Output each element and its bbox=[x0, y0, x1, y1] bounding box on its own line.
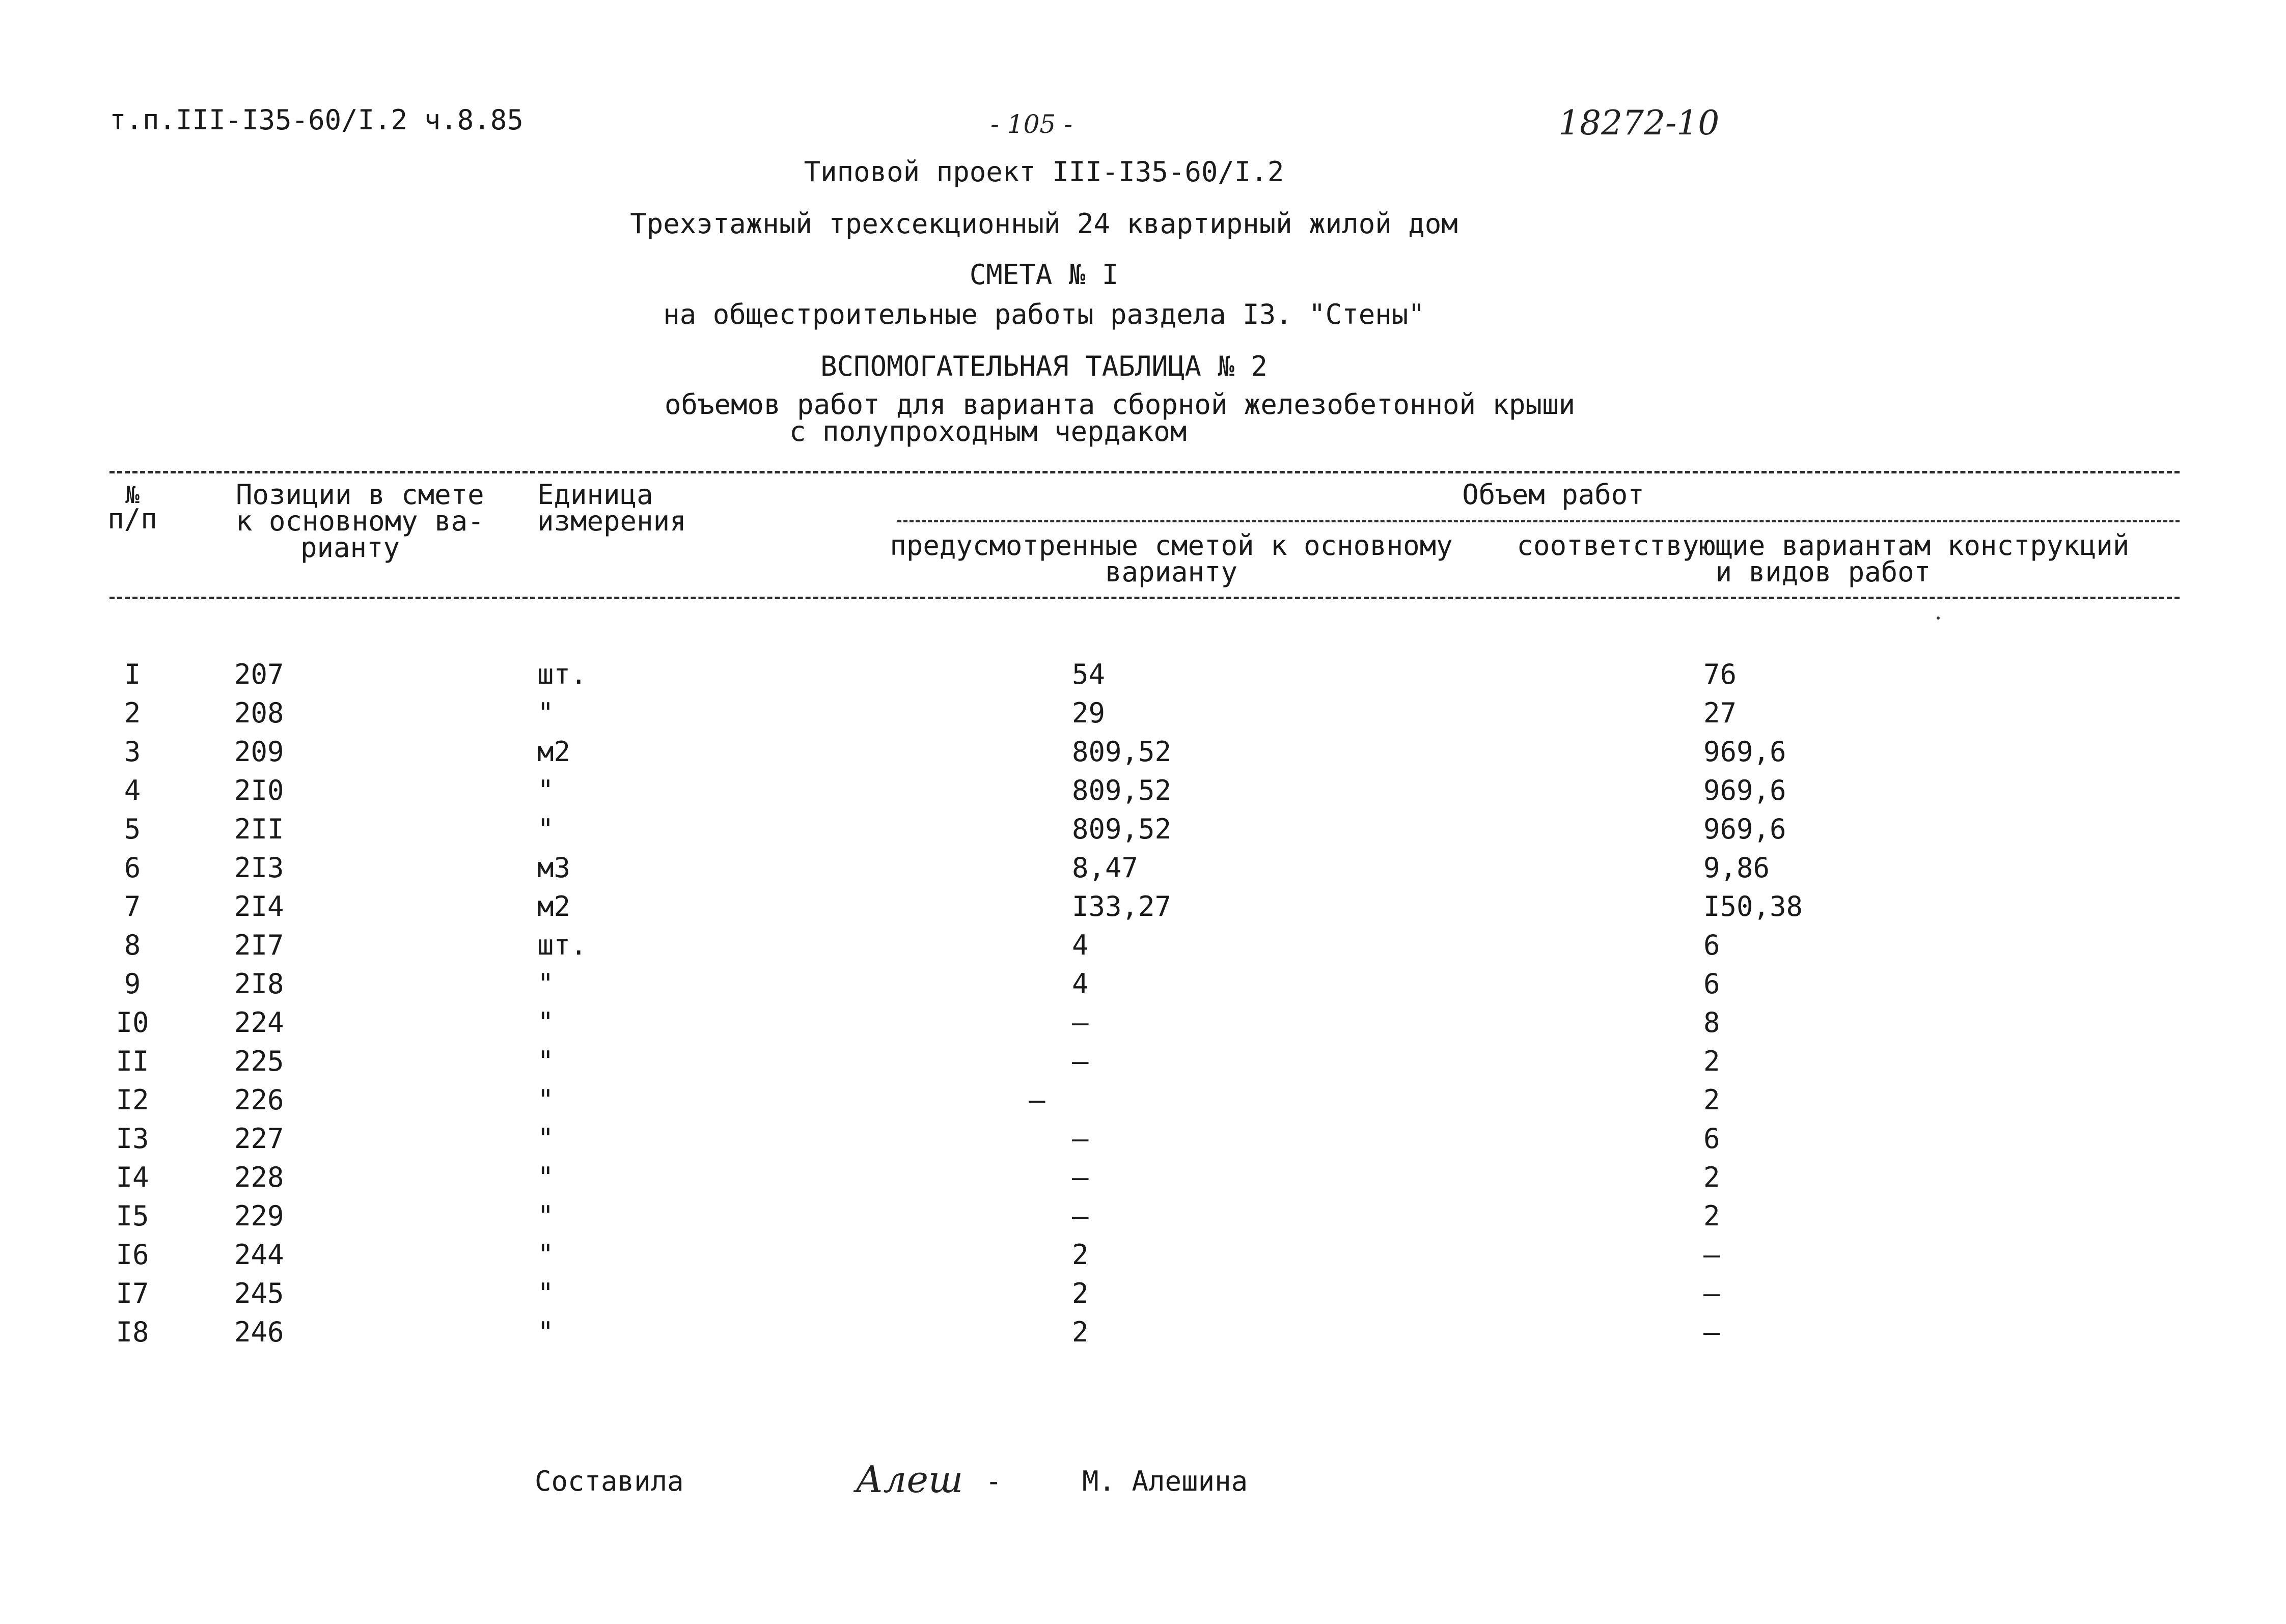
table-row bbox=[0, 965, 2286, 1003]
estimate-scope: на общестроительные работы раздела I3. "Стены" bbox=[663, 298, 1425, 330]
row-base-volume: I33,27 bbox=[1072, 890, 1172, 922]
row-alt-volume: – bbox=[1703, 1277, 1720, 1309]
row-base-volume: – bbox=[1072, 1200, 1089, 1232]
row-alt-volume: 8 bbox=[1703, 1006, 1720, 1039]
row-position: 227 bbox=[234, 1123, 284, 1155]
row-position: 225 bbox=[234, 1045, 284, 1077]
row-number: 2 bbox=[124, 697, 141, 729]
row-number: 7 bbox=[124, 890, 141, 922]
row-number: 3 bbox=[124, 736, 141, 768]
estimate-title: СМЕТА № I bbox=[969, 259, 1119, 291]
row-alt-volume: 27 bbox=[1703, 697, 1737, 729]
row-number: 8 bbox=[124, 929, 141, 961]
volume-subheader-rule bbox=[897, 520, 2180, 522]
row-number: II bbox=[116, 1045, 149, 1077]
header-alt-line1: соответствующие вариантам конструкций bbox=[1517, 529, 2130, 562]
row-base-volume: 8,47 bbox=[1072, 852, 1139, 884]
row-position: 229 bbox=[234, 1200, 284, 1232]
aux-table-description-line2: с полупроходным чердаком bbox=[789, 415, 1187, 447]
row-alt-volume: 6 bbox=[1703, 929, 1720, 961]
row-alt-volume: 2 bbox=[1703, 1161, 1720, 1193]
table-row bbox=[0, 771, 2286, 810]
row-unit: м2 bbox=[537, 890, 571, 922]
compiled-by-label: Составила bbox=[535, 1465, 684, 1497]
aux-table-description-line1: объемов работ для варианта сборной железобетонной крыши bbox=[665, 388, 1576, 421]
row-number: I3 bbox=[116, 1123, 149, 1155]
row-base-volume: 809,52 bbox=[1072, 736, 1172, 768]
header-unit-line2: измерения bbox=[537, 505, 686, 537]
table-row bbox=[0, 1236, 2286, 1274]
row-base-volume: 29 bbox=[1072, 697, 1106, 729]
row-base-volume: 4 bbox=[1072, 929, 1089, 961]
row-position: 2I7 bbox=[234, 929, 284, 961]
table-row bbox=[0, 1158, 2286, 1197]
row-unit: м2 bbox=[537, 736, 571, 768]
row-alt-volume: – bbox=[1703, 1239, 1720, 1271]
row-position: 2I0 bbox=[234, 774, 284, 806]
table-row bbox=[0, 1119, 2286, 1158]
row-position: 2I3 bbox=[234, 852, 284, 884]
row-number: I8 bbox=[116, 1316, 149, 1348]
row-alt-volume: 969,6 bbox=[1703, 774, 1786, 806]
row-number: I0 bbox=[116, 1006, 149, 1039]
row-number: I2 bbox=[116, 1084, 149, 1116]
row-base-volume: – bbox=[1072, 1006, 1089, 1039]
row-unit: шт. bbox=[537, 929, 587, 961]
header-position-line1: Позиции в смете bbox=[236, 479, 484, 511]
row-alt-volume: 9,86 bbox=[1703, 852, 1770, 884]
row-unit: " bbox=[537, 774, 554, 806]
row-unit: " bbox=[537, 1006, 554, 1039]
row-unit: " bbox=[537, 697, 554, 729]
row-alt-volume: I50,38 bbox=[1703, 890, 1803, 922]
header-unit-line1: Единица bbox=[537, 479, 653, 511]
row-alt-volume: 969,6 bbox=[1703, 813, 1786, 845]
row-position: 245 bbox=[234, 1277, 284, 1309]
table-header-bottom-rule bbox=[109, 597, 2180, 599]
table-row bbox=[0, 1003, 2286, 1042]
header-number-line2: п/п bbox=[107, 503, 157, 535]
row-unit: м3 bbox=[537, 852, 571, 884]
row-base-volume: – bbox=[1072, 1161, 1089, 1193]
row-number: 4 bbox=[124, 774, 141, 806]
row-position: 207 bbox=[234, 658, 284, 690]
header-alt-line2: и видов работ bbox=[1715, 556, 1931, 588]
table-row bbox=[0, 1042, 2286, 1081]
row-position: 208 bbox=[234, 697, 284, 729]
header-volume: Объем работ bbox=[1462, 479, 1644, 511]
row-base-volume: 809,52 bbox=[1072, 813, 1172, 845]
archive-number: 18272-10 bbox=[1558, 103, 1720, 143]
stray-mark bbox=[1937, 617, 1940, 620]
row-position: 2I8 bbox=[234, 968, 284, 1000]
row-alt-volume: 969,6 bbox=[1703, 736, 1786, 768]
row-unit: " bbox=[537, 1161, 554, 1193]
table-row bbox=[0, 887, 2286, 926]
row-base-volume: – bbox=[1072, 1123, 1089, 1155]
row-base-volume: 4 bbox=[1072, 968, 1089, 1000]
row-alt-volume: – bbox=[1703, 1316, 1720, 1348]
signature-dash: - bbox=[985, 1465, 1002, 1497]
document-reference: т.п.III-I35-60/I.2 ч.8.85 bbox=[109, 104, 524, 136]
row-base-volume: – bbox=[1072, 1045, 1089, 1077]
project-title: Типовой проект III-I35-60/I.2 bbox=[804, 156, 1284, 188]
row-base-volume: 54 bbox=[1072, 658, 1106, 690]
row-unit: " bbox=[537, 1123, 554, 1155]
row-alt-volume: 2 bbox=[1703, 1200, 1720, 1232]
row-unit: " bbox=[537, 813, 554, 845]
page-number: - 105 - bbox=[990, 109, 1073, 139]
table-row bbox=[0, 733, 2286, 771]
row-alt-volume: 2 bbox=[1703, 1045, 1720, 1077]
header-base-line1: предусмотренные сметой к основному bbox=[890, 529, 1453, 562]
header-base-line2: варианту bbox=[1105, 556, 1238, 588]
row-number: I7 bbox=[116, 1277, 149, 1309]
row-alt-volume: 76 bbox=[1703, 658, 1737, 690]
row-base-volume: 2 bbox=[1072, 1316, 1089, 1348]
row-unit: " bbox=[537, 1200, 554, 1232]
row-base-volume: – bbox=[1029, 1084, 1045, 1116]
table-row bbox=[0, 1081, 2286, 1119]
building-title: Трехэтажный трехсекционный 24 квартирный жилой дом bbox=[630, 208, 1458, 240]
row-base-volume: 809,52 bbox=[1072, 774, 1172, 806]
row-alt-volume: 6 bbox=[1703, 968, 1720, 1000]
row-position: 2II bbox=[234, 813, 284, 845]
row-base-volume: 2 bbox=[1072, 1239, 1089, 1271]
header-position-line2: к основному ва- bbox=[236, 505, 484, 537]
row-unit: " bbox=[537, 1239, 554, 1271]
table-row bbox=[0, 849, 2286, 887]
signature: Алеш bbox=[856, 1458, 963, 1501]
table-row bbox=[0, 1313, 2286, 1352]
row-unit: " bbox=[537, 1084, 554, 1116]
table-top-rule bbox=[109, 471, 2180, 473]
row-number: 6 bbox=[124, 852, 141, 884]
row-number: 9 bbox=[124, 968, 141, 1000]
row-unit: " bbox=[537, 1045, 554, 1077]
row-alt-volume: 6 bbox=[1703, 1123, 1720, 1155]
row-position: 209 bbox=[234, 736, 284, 768]
row-base-volume: 2 bbox=[1072, 1277, 1089, 1309]
row-position: 244 bbox=[234, 1239, 284, 1271]
header-number-line1: № bbox=[125, 481, 140, 509]
row-position: 2I4 bbox=[234, 890, 284, 922]
header-position-line3: рианту bbox=[300, 531, 400, 564]
row-position: 224 bbox=[234, 1006, 284, 1039]
table-row bbox=[0, 926, 2286, 965]
row-unit: шт. bbox=[537, 658, 587, 690]
row-unit: " bbox=[537, 1316, 554, 1348]
compiler-name: М. Алешина bbox=[1082, 1465, 1248, 1497]
row-number: I4 bbox=[116, 1161, 149, 1193]
row-number: I bbox=[124, 658, 141, 690]
row-number: I6 bbox=[116, 1239, 149, 1271]
row-alt-volume: 2 bbox=[1703, 1084, 1720, 1116]
table-row bbox=[0, 655, 2286, 694]
aux-table-title: ВСПОМОГАТЕЛЬНАЯ ТАБЛИЦА № 2 bbox=[820, 350, 1268, 382]
row-number: 5 bbox=[124, 813, 141, 845]
row-number: I5 bbox=[116, 1200, 149, 1232]
table-row bbox=[0, 1197, 2286, 1236]
table-row bbox=[0, 694, 2286, 733]
row-unit: " bbox=[537, 1277, 554, 1309]
row-position: 228 bbox=[234, 1161, 284, 1193]
table-row bbox=[0, 810, 2286, 849]
row-unit: " bbox=[537, 968, 554, 1000]
row-position: 226 bbox=[234, 1084, 284, 1116]
table-row bbox=[0, 1274, 2286, 1313]
row-position: 246 bbox=[234, 1316, 284, 1348]
